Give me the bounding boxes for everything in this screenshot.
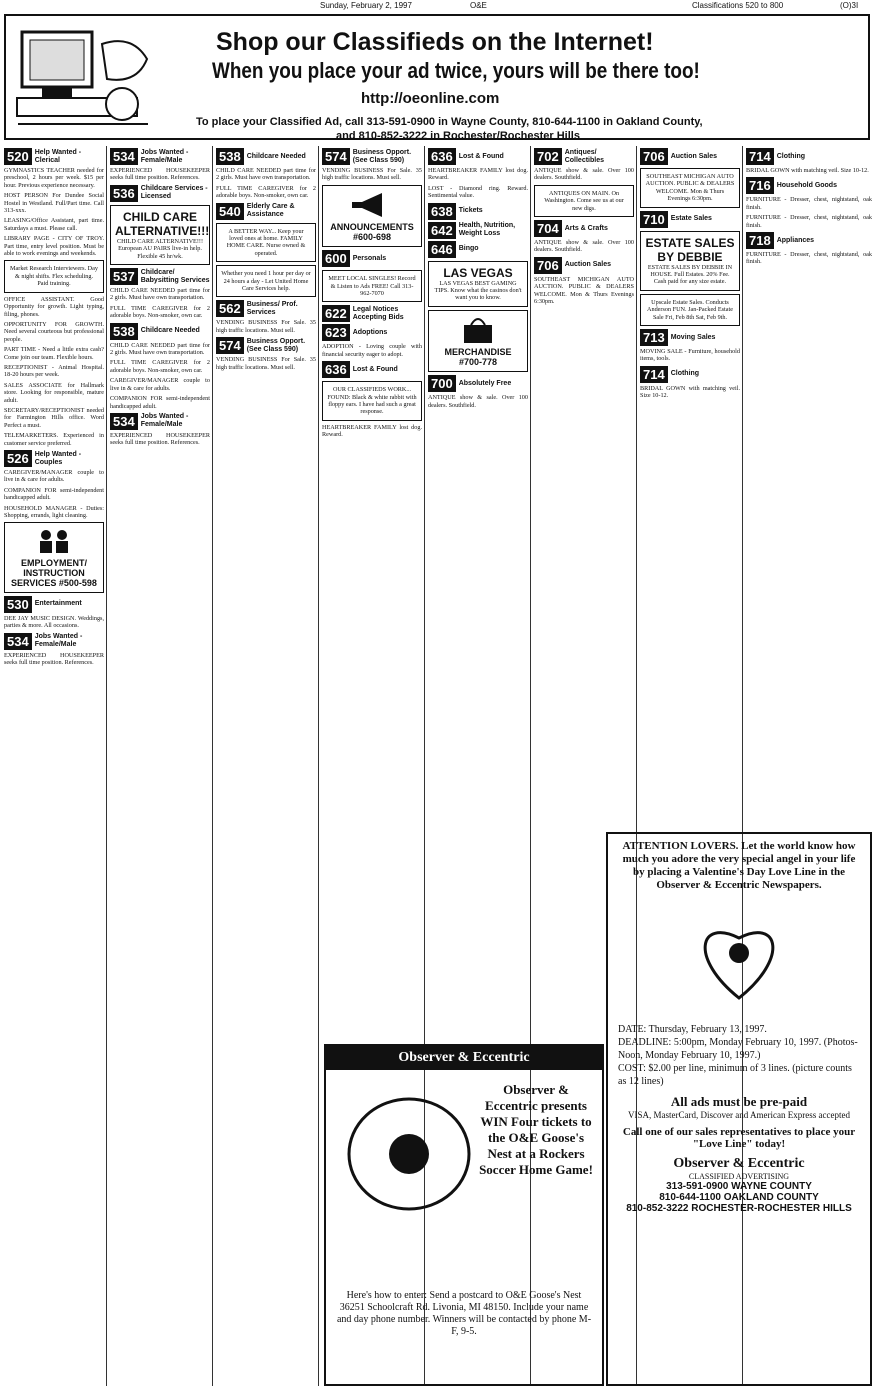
classified-ad: LIBRARY PAGE - CITY OF TROY. Part time, entry level position. Must be able to work evenings and weekends. <box>4 235 104 258</box>
section-header: 646 Bingo <box>428 241 528 258</box>
lovers-phone-oakland: 810-644-1100 OAKLAND COUNTY <box>659 1192 819 1203</box>
section-header: 714 Clothing <box>640 366 740 383</box>
classified-ad: EXPERIENCED HOUSEKEEPER seeks full time position. References. <box>4 651 104 667</box>
goose-nest-promo <box>324 1044 604 1386</box>
banner-subtitle: When you place your ad twice, yours will be there too! <box>212 58 700 83</box>
lovers-phone-wayne: 313-591-0900 WAYNE COUNTY <box>666 1181 812 1192</box>
section-header: 700 Absolutely Free <box>428 375 528 392</box>
section-header: 702 Antiques/ Collectibles <box>534 148 634 165</box>
classified-ad: HEARTBREAKER FAMILY lost dog. Reward. <box>322 423 422 439</box>
lovers-brand: Observer & Eccentric <box>673 1156 805 1171</box>
section-header: 710 Estate Sales <box>640 211 740 228</box>
section-header: 534 Jobs Wanted - Female/Male <box>4 633 104 650</box>
lovers-reps: Call one of our sales representatives to place your "Love Line" today! <box>622 1126 856 1150</box>
estate-sales-debbie-box: ESTATE SALES BY DEBBIE ESTATE SALES BY DEBBIE IN HOUSE. Full Estates. 20% Fee. Cash paid for any size estate. <box>640 231 740 291</box>
megaphone-icon <box>347 190 397 220</box>
upscale-estate-box: Upscale Estate Sales. Conducts Anderson FUN. Jan-Packed Estate Sale Fri, Feb 8th Sat, Feb 9th. <box>640 294 740 326</box>
classified-ad: EXPERIENCED HOUSEKEEPER seeks full time position. References. <box>110 167 210 182</box>
classified-ad: FULL TIME CAREGIVER for 2 adorable boys. Non-smoker, own car. <box>110 304 210 320</box>
classified-ad: ANTIQUE show & sale. Over 100 dealers. Southfield. <box>534 167 634 182</box>
classified-ad: CAREGIVER/MANAGER couple to live in & care for adults. <box>4 469 104 484</box>
classified-ad: CAREGIVER/MANAGER couple to live in & care for adults. <box>110 377 210 392</box>
classified-ad: LEASING/Office Assistant, part time. Saturdays a must. Please call. <box>4 217 104 232</box>
lovers-date: DATE: Thursday, February 13, 1997. <box>618 1024 767 1035</box>
section-header: 713 Moving Sales <box>640 329 740 346</box>
antiques-on-main-box: ANTIQUES ON MAIN. On Washington. Come see us at our new digs. <box>534 185 634 217</box>
child-care-alternative-box: CHILD CARE ALTERNATIVE!!! CHILD CARE ALTERNATIVE!!! European AU PAIRS live-in help. Flexible 45 hr/wk. <box>110 205 210 265</box>
masthead-section: Classifications 520 to 800 <box>692 1 784 10</box>
masthead-page: (O)3I <box>840 1 859 10</box>
section-header: 530 Entertainment <box>4 596 104 613</box>
classified-ad: GYMNASTICS TEACHER needed for preschool, 2 hours per week. $15 per hour. Previous experience necessary. <box>4 167 104 189</box>
lovers-brand-sub: CLASSIFIED ADVERTISING <box>688 1172 790 1181</box>
classified-ad: COMPANION FOR semi-independent handicapped adult. <box>110 395 210 410</box>
column-1 <box>4 146 104 1382</box>
cupid-icon <box>679 898 799 1018</box>
computer-clipart-icon <box>12 24 162 136</box>
internet-banner <box>4 14 870 140</box>
classified-ad: SOUTHEAST MICHIGAN AUTO AUCTION. PUBLIC & DEALERS WELCOME. Mon & Thurs Evenings 6:30pm. <box>534 275 634 306</box>
section-header: 540 Elderly Care & Assistance <box>216 203 316 220</box>
column-divider <box>318 146 319 1386</box>
merchandise-box: MERCHANDISE #700-778 <box>428 310 528 372</box>
classified-ad: FULL TIME CAREGIVER for 2 adorable boys. Non-smoker, own car. <box>110 359 210 374</box>
section-header: 636 Lost & Found <box>428 148 528 165</box>
section-header: 574 Business Opport. (See Class 590) <box>322 148 422 165</box>
section-header: 714 Clothing <box>746 148 872 165</box>
classified-ad: ANTIQUE show & sale. Over 100 dealers. Southfield. <box>534 239 634 254</box>
section-header: 600 Personals <box>322 250 422 267</box>
section-header: 538 Childcare Needed <box>216 148 316 165</box>
masthead-paper: O&E <box>470 1 487 10</box>
classified-ad: FURNITURE - Dresser, chest, nightstand, oak finish. <box>746 214 872 229</box>
classified-ad: VENDING BUSINESS For Sale. 35 high traffic locations. Must sell. <box>216 319 316 334</box>
section-header: 537 Childcare/ Babysitting Services <box>110 268 210 285</box>
classified-ad: DEE JAY MUSIC DESIGN. Weddings, parties & more. All occasions. <box>4 614 104 630</box>
classified-ad: LOST - Diamond ring. Reward. Sentimental value. <box>428 184 528 200</box>
lovers-cost: COST: $2.00 per line, minimum of 3 lines. (picture counts as 12 lines) <box>618 1063 852 1087</box>
classified-ad: CHILD CARE NEEDED part time for 2 girls. Must have own transportation. <box>216 167 316 182</box>
banner-title: Shop our Classifieds on the Internet! <box>216 28 654 56</box>
section-header: 574 Business Opport. (See Class 590) <box>216 337 316 354</box>
section-header: 534 Jobs Wanted - Female/Male <box>110 148 210 165</box>
oe-brand: Observer & Eccentric <box>326 1046 602 1070</box>
column-5 <box>428 146 528 1042</box>
section-header: 520 Help Wanted - Clerical <box>4 148 104 165</box>
classified-ad: FURNITURE - Dresser, chest, nightstand, oak finish. <box>746 196 872 211</box>
classified-ad: ADOPTION - Loving couple with financial security eager to adopt. <box>322 343 422 358</box>
column-4 <box>322 146 422 1042</box>
family-home-care-ad: A BETTER WAY... Keep your loved ones at home. FAMILY HOME CARE. Nurse owned & operated. <box>216 223 316 263</box>
section-header: 526 Help Wanted - Couples <box>4 450 104 467</box>
entry-instructions: Here's how to enter: Send a postcard to O&E Goose's Nest 36251 Schoolcraft Rd. Livonia, MI 48150. Include your name and day phone number. Winners will be contacted by phone M-F, 9-5. <box>336 1290 592 1337</box>
united-home-care-ad: Whether you need 1 hour per day or 24 hours a day - Let United Home Care Services help. <box>216 265 316 297</box>
shopping-bag-icon <box>458 315 498 345</box>
classified-ad: BRIDAL GOWN with matching veil. Size 10-12. <box>640 384 740 400</box>
column-2 <box>110 146 210 1382</box>
section-header: 704 Arts & Crafts <box>534 220 634 237</box>
column-divider <box>212 146 213 1386</box>
goose-logo-icon <box>334 1084 484 1224</box>
section-header: 622 Legal Notices Accepting Bids <box>322 305 422 322</box>
classified-ad: TELEMARKETERS. Experienced in customer service preferred. <box>4 432 104 447</box>
section-header: 718 Appliances <box>746 232 872 249</box>
classified-ad: HOST PERSON For Dundee Social Hostel in Westland. Full/Part time. Call 313-xxx. <box>4 192 104 215</box>
banner-line1: To place your Classified Ad, call 313-591-0900 in Wayne County, 810-644-1100 in Oakland County, <box>196 116 703 128</box>
classified-ad: FULL TIME CAREGIVER for 2 adorable boys. Non-smoker, own car. <box>216 184 316 200</box>
section-header: 716 Household Goods <box>746 177 872 194</box>
lovers-copy: ATTENTION LOVERS. Let the world know how much you adore the very special angel in your life by placing a Valentine's Day Love Line in the Observer & Eccentric Newspapers. <box>622 840 856 891</box>
classified-ad: SALES ASSOCIATE for Hallmark store. Looking for responsible, mature adult. <box>4 381 104 404</box>
classifieds-work-box: OUR CLASSIFIEDS WORK... FOUND: Black & white rabbit with floppy ears. I have had such a great response. <box>322 381 422 421</box>
win-text: Observer & Eccentric presents WIN Four tickets to the O&E Goose's Nest at a Rockers Soccer Home Game! <box>479 1082 593 1177</box>
classified-ad: BRIDAL GOWN with matching veil. Size 10-12. <box>746 167 869 174</box>
las-vegas-box: LAS VEGAS LAS VEGAS BEST GAMING TIPS. Know what the casinos don't want you to know. <box>428 261 528 307</box>
classified-ad: SECRETARY/RECEPTIONIST needed for Farmington Hills office. Word Perfect a must. <box>4 406 104 429</box>
column-7 <box>640 146 740 830</box>
classified-ad: VENDING BUSINESS For Sale. 35 high traffic locations. Must sell. <box>322 167 422 182</box>
lovers-deadline: DEADLINE: 5:00pm, Monday February 10, 1997. (Photos-Noon, Monday February 10, 1997.) <box>618 1037 858 1061</box>
section-header: 706 Auction Sales <box>640 148 740 165</box>
announcements-box: ANNOUNCEMENTS #600-698 <box>322 185 422 247</box>
classified-ad: CHILD CARE NEEDED part time for 2 girls. Must have own transportation. <box>110 287 210 302</box>
section-header: 534 Jobs Wanted - Female/Male <box>110 413 210 430</box>
classified-ad: EXPERIENCED HOUSEKEEPER seeks full time position. References. <box>110 431 210 447</box>
classified-ad: MOVING SALE - Furniture, household items, tools. <box>640 348 740 363</box>
section-header: 536 Childcare Services - Licensed <box>110 185 210 202</box>
classified-ad: OFFICE ASSISTANT. Good Opportunity for growth. Light typing, filing, phones. <box>4 295 104 318</box>
classified-ad: RECEPTIONIST - Animal Hospital. 18-20 hours per week. <box>4 363 104 379</box>
employment-box: EMPLOYMENT/ INSTRUCTION SERVICES #500-598 <box>4 522 104 592</box>
section-header: 562 Business/ Prof. Services <box>216 300 316 317</box>
column-divider <box>106 146 107 1386</box>
classified-ad: OPPORTUNITY FOR GROWTH. Need several courteous but professional people. <box>4 320 104 343</box>
masthead <box>0 0 876 12</box>
classified-ad: HOUSEHOLD MANAGER - Duties: Shopping, errands, light cleaning. <box>4 504 104 520</box>
banner-line2: and 810-852-3222 in Rochester/Rochester Hills <box>336 130 580 142</box>
lovers-prepaid: All ads must be pre-paid <box>670 1094 808 1109</box>
attention-lovers-ad <box>606 832 872 1386</box>
section-header: 638 Tickets <box>428 203 528 220</box>
classified-ad: CHILD CARE NEEDED part time for 2 girls. Must have own transportation. <box>110 341 210 357</box>
section-header: 623 Adoptions <box>322 324 422 341</box>
section-header: 706 Auction Sales <box>534 257 634 274</box>
market-research-ad: Market Research Interviewers. Day & night shifts. Flex scheduling. Paid training. <box>4 260 104 292</box>
lovers-cards: VISA, MasterCard, Discover and American Express accepted <box>628 1110 850 1120</box>
classified-ad: FURNITURE - Dresser, chest, nightstand, oak finish. <box>746 251 872 266</box>
banner-url[interactable]: http://oeonline.com <box>361 90 500 107</box>
classified-ad: HEARTBREAKER FAMILY lost dog. Reward. <box>428 167 528 182</box>
classified-ad: ANTIQUE show & sale. Over 100 dealers. Southfield. <box>428 394 528 409</box>
classified-ad: VENDING BUSINESS For Sale. 35 high traffic locations. Must sell. <box>216 356 316 371</box>
classified-ad: COMPANION FOR semi-independent handicapped adult. <box>4 486 104 502</box>
section-header: 642 Health, Nutrition, Weight Loss <box>428 222 528 239</box>
column-3 <box>216 146 316 1382</box>
meet-singles-ad: MEET LOCAL SINGLES! Record & Listen to Ads FREE! Call 313-962-7070 <box>322 270 422 302</box>
lovers-phone-rochester: 810-852-3222 ROCHESTER-ROCHESTER HILLS <box>626 1203 852 1214</box>
masthead-date: Sunday, February 2, 1997 <box>320 1 412 10</box>
column-8 <box>746 146 872 830</box>
section-header: 636 Lost & Found <box>322 361 422 378</box>
auto-auction-box: SOUTHEAST MICHIGAN AUTO AUCTION. PUBLIC & DEALERS WELCOME. Mon & Thurs Evenings 6:30pm. <box>640 168 740 208</box>
classified-ad: PART TIME - Need a little extra cash? Come join our team. Flexible hours. <box>4 346 104 361</box>
people-icon <box>34 527 74 555</box>
section-header: 538 Childcare Needed <box>110 323 210 340</box>
